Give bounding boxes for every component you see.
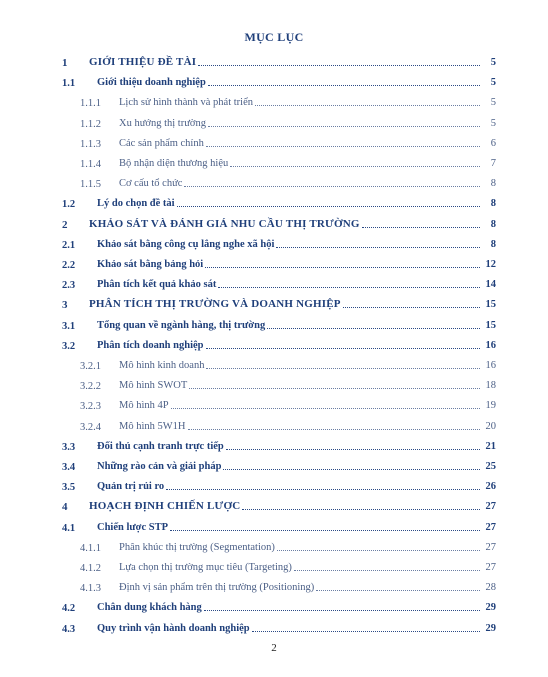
- toc-entry[interactable]: [0, 477, 548, 493]
- toc-entry-label[interactable]: Lịch sử hình thành và phát triển: [119, 97, 253, 109]
- toc-entry-label[interactable]: Cơ cấu tổ chức: [119, 178, 183, 190]
- toc-entry-label[interactable]: Quy trình vận hành doanh nghiệp: [97, 622, 250, 634]
- toc-entry[interactable]: [0, 497, 548, 513]
- dot-leader: [206, 367, 480, 369]
- toc-entry-page: 8: [490, 238, 496, 250]
- toc-entry[interactable]: [0, 598, 548, 614]
- dot-leader: [343, 306, 480, 308]
- toc-entry-number: 1.1: [62, 78, 76, 90]
- toc-entry[interactable]: [0, 93, 548, 109]
- dot-leader: [198, 64, 480, 66]
- dot-leader: [316, 589, 480, 591]
- toc-entry[interactable]: [0, 538, 548, 554]
- toc-entry-number: 1.1.5: [80, 179, 101, 191]
- dot-leader: [276, 246, 480, 248]
- toc-entry-number: 1.2: [62, 199, 76, 211]
- toc-entry[interactable]: [0, 376, 548, 392]
- toc-entry-page: 15: [485, 319, 496, 331]
- dot-leader: [177, 205, 480, 207]
- dot-leader: [242, 508, 480, 510]
- dot-leader: [171, 407, 480, 409]
- toc-entry-number: 4.1.1: [80, 542, 101, 554]
- toc-entry-label[interactable]: Tổng quan về ngành hàng, thị trường: [97, 319, 266, 331]
- toc-entry-label[interactable]: Chân dung khách hàng: [97, 602, 202, 614]
- toc-entry-page: 25: [485, 461, 496, 472]
- toc-entry-page: 21: [485, 440, 496, 452]
- toc-entry-label[interactable]: Những rào cản và giải pháp: [97, 461, 222, 472]
- toc-entry[interactable]: [0, 73, 548, 89]
- toc-entry-page: 15: [485, 299, 496, 311]
- toc-entry-label[interactable]: Phân tích kết quả khảo sát: [97, 279, 217, 291]
- toc-entry-label[interactable]: Chiến lược STP: [97, 521, 169, 533]
- toc-entry[interactable]: [0, 356, 548, 372]
- toc-entry-label[interactable]: Mô hình kinh doanh: [119, 360, 205, 371]
- toc-entry-page: 20: [485, 420, 496, 432]
- toc-entry[interactable]: [0, 53, 548, 69]
- toc-entry-page: 8: [490, 178, 496, 190]
- toc-entry[interactable]: [0, 336, 548, 352]
- dot-leader: [206, 347, 481, 349]
- toc-entry-label[interactable]: Mô hình 5W1H: [119, 420, 186, 432]
- toc-entry-label[interactable]: Lý do chọn đề tài: [97, 198, 175, 210]
- toc-entry-number: 1.1.3: [80, 138, 101, 150]
- toc-entry-page: 5: [490, 77, 496, 89]
- toc-entry-label[interactable]: Phân tích doanh nghiệp: [97, 339, 204, 351]
- toc-entry-label[interactable]: Khảo sát bằng công cụ lắng nghe xã hội: [97, 238, 275, 250]
- dot-leader: [206, 145, 480, 147]
- toc-entry[interactable]: [0, 619, 548, 635]
- toc-entry-label[interactable]: Xu hướng thị trường: [119, 117, 206, 129]
- toc-entry[interactable]: [0, 316, 548, 332]
- toc-entry-page: 7: [490, 158, 496, 169]
- dot-leader: [205, 266, 480, 268]
- toc-entry-number: 1.1.1: [80, 98, 101, 110]
- toc-entry-number: 4.1.3: [80, 583, 101, 595]
- dot-leader: [226, 448, 480, 450]
- toc-entry[interactable]: [0, 235, 548, 251]
- toc-entry-number: 1.1.2: [80, 118, 101, 130]
- toc-entry-page: 16: [485, 360, 496, 371]
- toc-entry-number: 2.2: [62, 260, 76, 271]
- dot-leader: [208, 84, 480, 86]
- dot-leader: [267, 327, 480, 329]
- toc-entry-number: 3: [62, 299, 68, 312]
- toc-entry-page: 5: [490, 57, 496, 68]
- toc-entry[interactable]: [0, 154, 548, 170]
- dot-leader: [166, 488, 480, 490]
- dot-leader: [184, 185, 480, 187]
- toc-entry-page: 27: [485, 541, 496, 553]
- toc-title: MỤC LỤC: [244, 30, 304, 44]
- toc-entry-page: 6: [490, 137, 496, 149]
- toc-entry-label[interactable]: Lựa chọn thị trường mục tiêu (Targeting): [119, 562, 292, 573]
- toc-entry-number: 2: [62, 218, 68, 231]
- toc-entry[interactable]: [0, 134, 548, 150]
- toc-entry-page: 18: [485, 380, 496, 392]
- dot-leader: [294, 569, 480, 571]
- dot-leader: [189, 387, 480, 389]
- toc-entry-number: 1: [62, 57, 68, 69]
- toc-entry-number: 4.2: [62, 603, 76, 615]
- toc-entry[interactable]: [0, 518, 548, 534]
- toc-entry-number: 4.3: [62, 623, 76, 635]
- toc-entry-page: 8: [490, 198, 496, 210]
- toc-entry-page: 28: [485, 582, 496, 594]
- toc-entry-number: 4: [62, 501, 68, 514]
- toc-entry[interactable]: [0, 174, 548, 190]
- toc-entry-page: 16: [485, 339, 496, 351]
- toc-entry-label[interactable]: Khảo sát bằng bảng hỏi: [97, 259, 204, 270]
- toc-entry[interactable]: [0, 295, 548, 311]
- toc-entry-page: 27: [485, 501, 496, 513]
- toc-entry-page: 5: [490, 97, 496, 109]
- dot-leader: [170, 529, 480, 531]
- toc-entry[interactable]: [0, 215, 548, 231]
- dot-leader: [252, 630, 480, 632]
- toc-entry-label[interactable]: HOẠCH ĐỊNH CHIẾN LƯỢC: [89, 500, 241, 513]
- toc-entry-label[interactable]: Quản trị rủi ro: [97, 481, 165, 493]
- toc-entry-label[interactable]: KHẢO SÁT VÀ ĐÁNH GIÁ NHU CẦU THỊ TRƯỜNG: [89, 217, 360, 230]
- dot-leader: [362, 226, 480, 228]
- toc-entry[interactable]: [0, 578, 548, 594]
- toc-entry[interactable]: [0, 275, 548, 291]
- toc-entry-number: 3.2.4: [80, 421, 101, 433]
- toc-entry-label[interactable]: Phân khúc thị trường (Segmentation): [119, 541, 275, 553]
- toc-entry-number: 3.5: [62, 482, 76, 494]
- toc-entry-label[interactable]: Mô hình SWOT: [119, 380, 188, 392]
- toc-entry-label[interactable]: Mô hình 4P: [119, 400, 169, 412]
- toc-entry-label[interactable]: Các sản phẩm chính: [119, 137, 204, 149]
- toc-entry-number: 4.1.2: [80, 563, 101, 574]
- toc-entry-number: 3.2.1: [80, 361, 101, 372]
- toc-entry-page: 29: [485, 622, 496, 634]
- toc-entry-label[interactable]: Định vị sản phẩm trên thị trường (Positioning): [119, 582, 315, 594]
- toc-entry[interactable]: [0, 114, 548, 130]
- toc-entry-label[interactable]: Giới thiệu doanh nghiệp: [97, 77, 206, 89]
- toc-entry[interactable]: [0, 417, 548, 433]
- toc-entry-number: 2.1: [62, 239, 76, 251]
- toc-entry[interactable]: [0, 255, 548, 271]
- toc-entry-page: 8: [490, 218, 496, 230]
- toc-entry-page: 26: [485, 481, 496, 493]
- toc-entry-number: 3.2: [62, 340, 76, 352]
- dot-leader: [230, 165, 480, 167]
- toc-entry-number: 1.1.4: [80, 159, 101, 170]
- toc-entry-number: 3.1: [62, 320, 76, 332]
- toc-entry[interactable]: [0, 396, 548, 412]
- toc-entry-number: 4.1: [62, 522, 76, 534]
- dot-leader: [218, 286, 480, 288]
- dot-leader: [223, 468, 480, 470]
- toc-entry-label[interactable]: PHÂN TÍCH THỊ TRƯỜNG VÀ DOANH NGHIỆP: [89, 298, 341, 311]
- toc-entry-page: 19: [485, 400, 496, 412]
- toc-entry-label[interactable]: Bộ nhận diện thương hiệu: [119, 158, 229, 169]
- toc-entry-label[interactable]: GIỚI THIỆU ĐỀ TÀI: [89, 56, 197, 68]
- dot-leader: [208, 125, 480, 127]
- toc-entry-page: 12: [485, 259, 496, 270]
- toc-entry[interactable]: [0, 194, 548, 210]
- toc-entry[interactable]: [0, 558, 548, 574]
- dot-leader: [277, 549, 480, 551]
- toc-entry-page: 27: [485, 562, 496, 573]
- toc-entry-number: 3.2.2: [80, 381, 101, 393]
- toc-entry-page: 5: [490, 117, 496, 129]
- toc-entry-page: 29: [485, 602, 496, 614]
- toc-entry-number: 2.3: [62, 280, 76, 292]
- dot-leader: [255, 104, 480, 106]
- toc-entry-page: 27: [485, 521, 496, 533]
- toc-entry-number: 3.4: [62, 462, 76, 473]
- toc-entry-page: 14: [485, 279, 496, 291]
- dot-leader: [204, 609, 480, 611]
- page-number: 2: [271, 642, 277, 654]
- toc-entry-label[interactable]: Đối thủ cạnh tranh trực tiếp: [97, 440, 224, 452]
- toc-entry-number: 3.2.3: [80, 401, 101, 413]
- toc-entry[interactable]: [0, 457, 548, 473]
- toc-entry-number: 3.3: [62, 441, 76, 453]
- toc-entry[interactable]: [0, 437, 548, 453]
- dot-leader: [188, 428, 481, 430]
